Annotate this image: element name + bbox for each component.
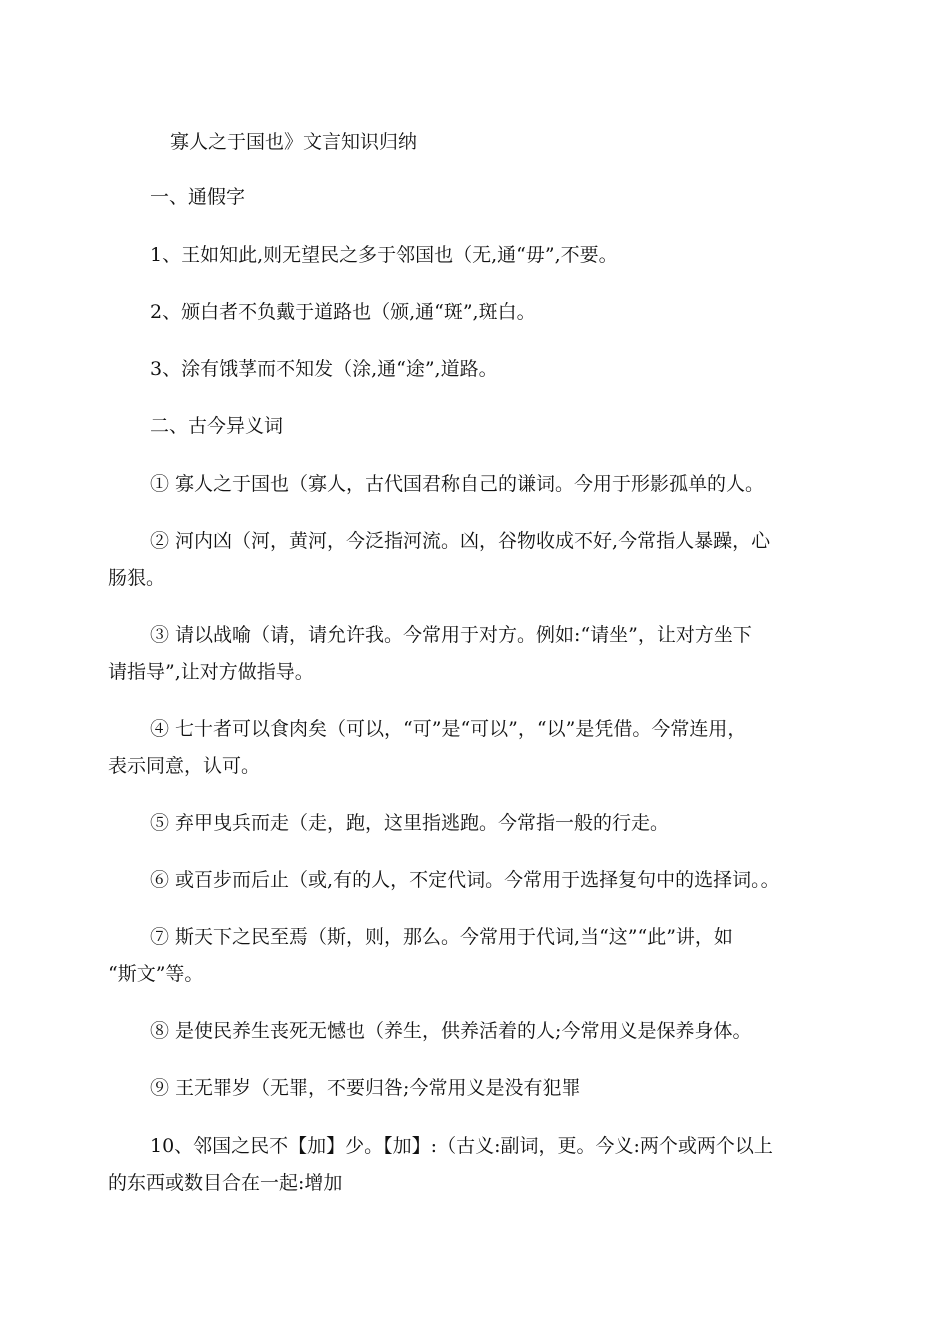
document-title: 寡人之于国也》文言知识归纳 <box>170 131 418 153</box>
list-item-continuation: 表示同意，认可。 <box>108 755 261 777</box>
list-item-continuation: “斯文”等。 <box>108 963 204 985</box>
list-item: 10、邻国之民不【加】少。【加】:（古义:副词，更。今义:两个或两个以上 <box>150 1135 773 1157</box>
list-item-continuation: 请指导”,让对方做指导。 <box>108 661 314 683</box>
list-item: ⑦ 斯天下之民至焉（斯，则，那么。今常用于代词,当“这”“此”讲，如 <box>150 926 733 948</box>
list-item: ⑥ 或百步而后止（或,有的人，不定代词。今常用于选择复句中的选择词。。 <box>150 869 780 891</box>
list-item: 2、颁白者不负戴于道路也（颁,通“斑”,斑白。 <box>150 301 536 323</box>
list-item: ① 寡人之于国也（寡人，古代国君称自己的谦词。今用于形影孤单的人。 <box>150 473 765 495</box>
list-item: ③ 请以战喻（请，请允许我。今常用于对方。例如:“请坐”，让对方坐下 <box>150 624 752 646</box>
list-item: 3、涂有饿莩而不知发（涂,通“途”,道路。 <box>150 358 498 380</box>
list-item: ④ 七十者可以食肉矣（可以，“可”是“可以”，“以”是凭借。今常连用， <box>150 718 747 740</box>
section-heading-tongjiazi: 一、通假字 <box>150 186 246 208</box>
list-item: ② 河内凶（河，黄河，今泛指河流。凶，谷物收成不好,今常指人暴躁，心 <box>150 530 771 552</box>
list-item: ⑤ 弃甲曳兵而走（走，跑，这里指逃跑。今常指一般的行走。 <box>150 812 670 834</box>
list-item: ⑨ 王无罪岁（无罪，不要归咎;今常用义是没有犯罪 <box>150 1077 581 1099</box>
list-item-continuation: 的东西或数目合在一起:增加 <box>108 1172 343 1194</box>
list-item: ⑧ 是使民养生丧死无憾也（养生，供养活着的人;今常用义是保养身体。 <box>150 1020 752 1042</box>
list-item-continuation: 肠狠。 <box>108 567 166 589</box>
section-heading-gujinyiyi: 二、古今异义词 <box>150 415 284 437</box>
list-item: 1、王如知此,则无望民之多于邻国也（无,通“毋”,不要。 <box>150 244 618 266</box>
